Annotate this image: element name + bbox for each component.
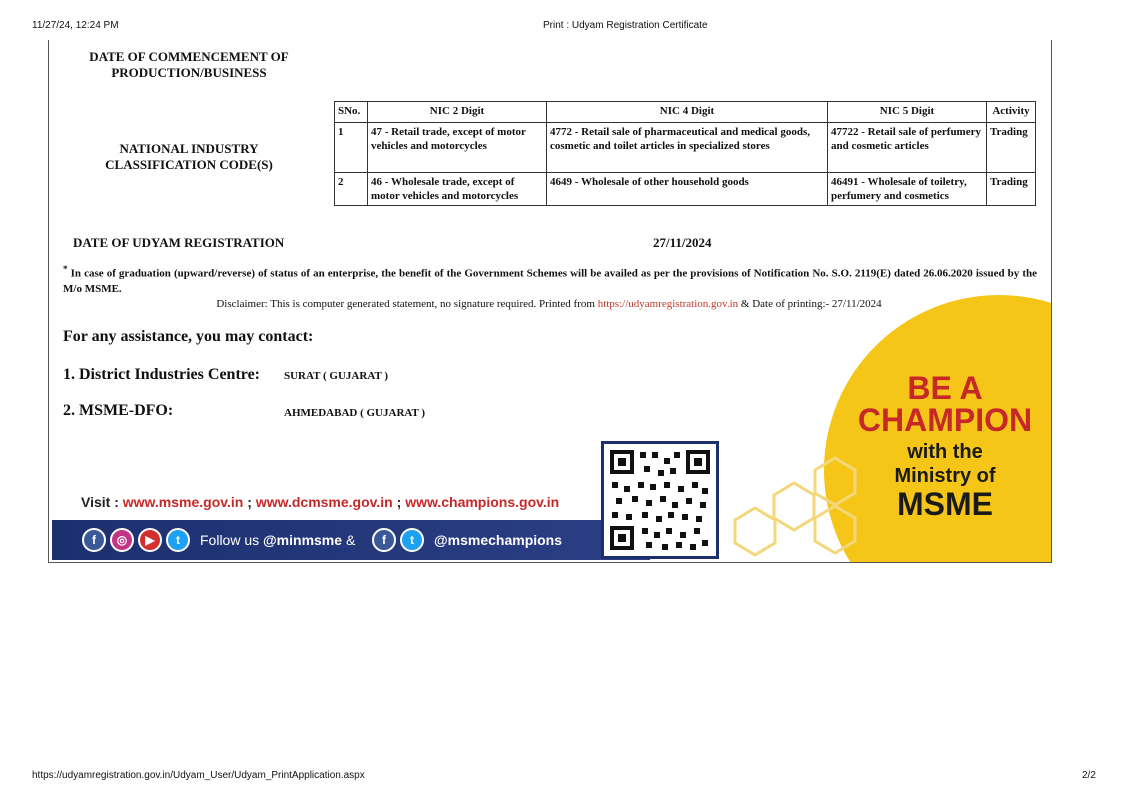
visit-links <box>81 494 559 510</box>
contact-dic-label: 1. District Industries Centre: <box>63 366 261 383</box>
champion-line-5: MSME <box>897 486 993 522</box>
print-title: Print : Udyam Registration Certificate <box>543 20 708 31</box>
page-number: 2/2 <box>1082 770 1096 781</box>
handle-msmechampions[interactable]: @msmechampions <box>434 532 563 548</box>
champion-line-2: CHAMPION <box>857 402 1033 438</box>
champion-line-1: BE A <box>907 370 983 406</box>
youtube-icon[interactable]: ▶ <box>138 528 162 552</box>
link-champions[interactable]: www.champions.gov.in <box>405 494 560 510</box>
visit-label: Visit : <box>81 494 119 510</box>
nic-header-5digit: NIC 5 Digit <box>828 102 987 123</box>
qr-code-pattern <box>604 444 716 556</box>
note-text: In case of graduation (upward/reverse) of status of an enterprise, the benefit of the Government Schemes will be availed as per the provisions of Notification No. S.O. 2119(E) dated 26.06.2020 issued by the M/o MSME. <box>63 267 1037 295</box>
registration-date: 27/11/2024 <box>653 235 712 250</box>
instagram-icon[interactable]: ◎ <box>110 528 134 552</box>
print-datetime: 11/27/24, 12:24 PM <box>32 20 119 31</box>
nic-cell: 46 - Wholesale trade, except of motor vehicles and motorcycles <box>368 173 547 206</box>
disclaimer-print-date: & Date of printing:- 27/11/2024 <box>740 298 882 310</box>
nic-header-2digit: NIC 2 Digit <box>368 102 547 123</box>
separator: ; <box>396 494 402 510</box>
qr-code-icon <box>601 441 719 559</box>
nic-header-4digit: NIC 4 Digit <box>547 102 828 123</box>
commencement-label: DATE OF COMMENCEMENT OF PRODUCTION/BUSINESS <box>89 49 289 80</box>
assistance-heading: For any assistance, you may contact: <box>63 328 314 345</box>
contact-msme-dfo-label: 2. MSME-DFO: <box>63 402 174 419</box>
social-band <box>52 520 650 560</box>
note-asterisk: * <box>63 264 68 274</box>
champion-line-3: with the <box>907 441 983 463</box>
disclaimer-link[interactable]: https://udyamregistration.gov.in <box>597 298 739 310</box>
nic-header-sno: SNo. <box>335 102 368 123</box>
certificate-page <box>48 40 1052 563</box>
ampersand: & <box>345 532 356 548</box>
nic-cell: 1 <box>335 123 368 173</box>
champion-slogan <box>845 372 1045 520</box>
print-url: https://udyamregistration.gov.in/Udyam_User/Udyam_PrintApplication.aspx <box>32 770 365 781</box>
nic-cell: Trading <box>987 173 1036 206</box>
contact-dic-value: SURAT ( GUJARAT ) <box>284 370 389 382</box>
facebook-icon[interactable]: f <box>82 528 106 552</box>
registration-label: DATE OF UDYAM REGISTRATION <box>73 235 285 250</box>
follow-label: Follow us <box>200 532 260 548</box>
facebook-icon[interactable]: f <box>372 528 396 552</box>
nic-cell: 47 - Retail trade, except of motor vehicles and motorcycles <box>368 123 547 173</box>
nic-header-activity: Activity <box>987 102 1036 123</box>
follow-text <box>200 532 355 548</box>
handle-minmsme[interactable]: @minmsme <box>263 532 343 548</box>
contact-msme-dfo-value: AHMEDABAD ( GUJARAT ) <box>284 407 426 419</box>
twitter-icon[interactable]: t <box>400 528 424 552</box>
champion-line-4: Ministry of <box>894 465 996 487</box>
separator: ; <box>247 494 252 510</box>
nic-cell: Trading <box>987 123 1036 173</box>
nic-cell: 47722 - Retail sale of perfumery and cosmetic articles <box>828 123 987 173</box>
nic-label: NATIONAL INDUSTRY CLASSIFICATION CODE(S) <box>105 141 273 172</box>
link-dcmsme[interactable]: www.dcmsme.gov.in <box>255 494 393 510</box>
nic-cell: 4649 - Wholesale of other household goods <box>547 173 828 206</box>
nic-cell: 46491 - Wholesale of toiletry, perfumery and cosmetics <box>828 173 987 206</box>
nic-cell: 2 <box>335 173 368 206</box>
twitter-icon[interactable]: t <box>166 528 190 552</box>
nic-cell: 4772 - Retail sale of pharmaceutical and medical goods, cosmetic and toilet articles in specialized stores <box>547 123 828 173</box>
disclaimer-text: Disclaimer: This is computer generated statement, no signature required. Printed from <box>216 298 595 310</box>
link-msme[interactable]: www.msme.gov.in <box>122 494 244 510</box>
